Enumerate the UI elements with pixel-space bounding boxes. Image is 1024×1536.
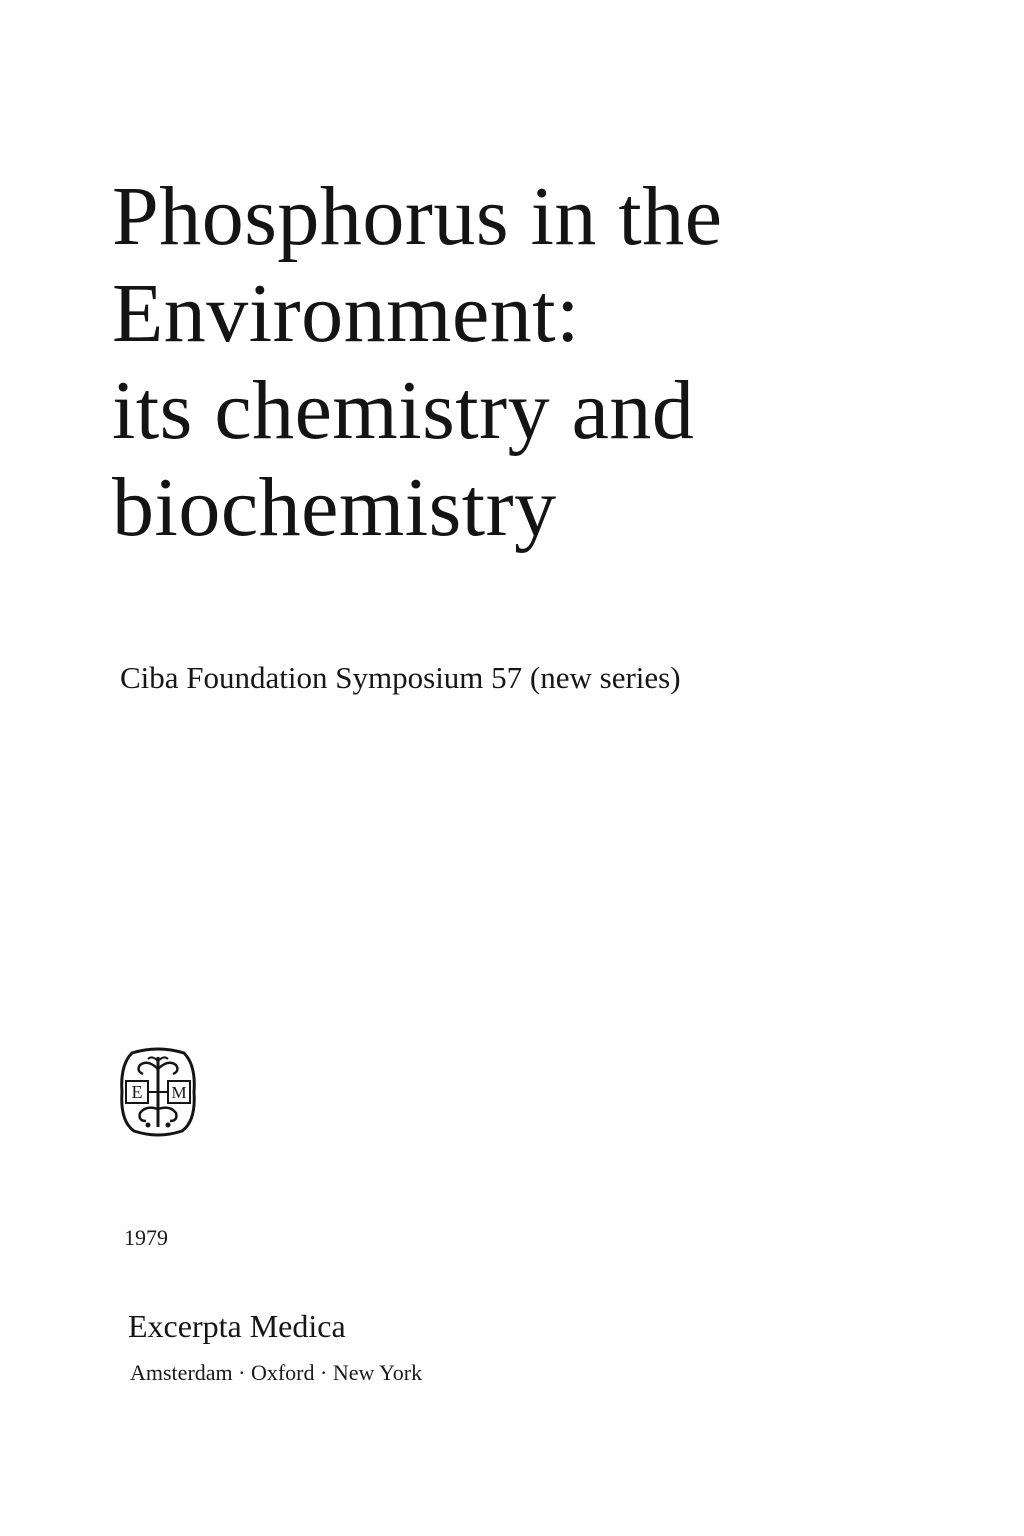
title-line-1: Phosphorus in the [112,170,723,263]
publisher-name: Excerpta Medica [128,1308,346,1344]
publisher-logo-icon [118,1047,198,1137]
publisher-locations: Amsterdam · Oxford · New York [130,1360,423,1385]
logo-letter-m: M [171,1083,187,1102]
title-line-4: biochemistry [112,461,557,554]
title-line-2: Environment: [112,267,580,360]
publication-year: 1979 [124,1225,168,1250]
title-line-3: its chemistry and [112,364,695,457]
logo-letter-e: E [131,1082,143,1102]
book-title [112,168,872,556]
series-subtitle: Ciba Foundation Symposium 57 (new series) [120,660,681,695]
